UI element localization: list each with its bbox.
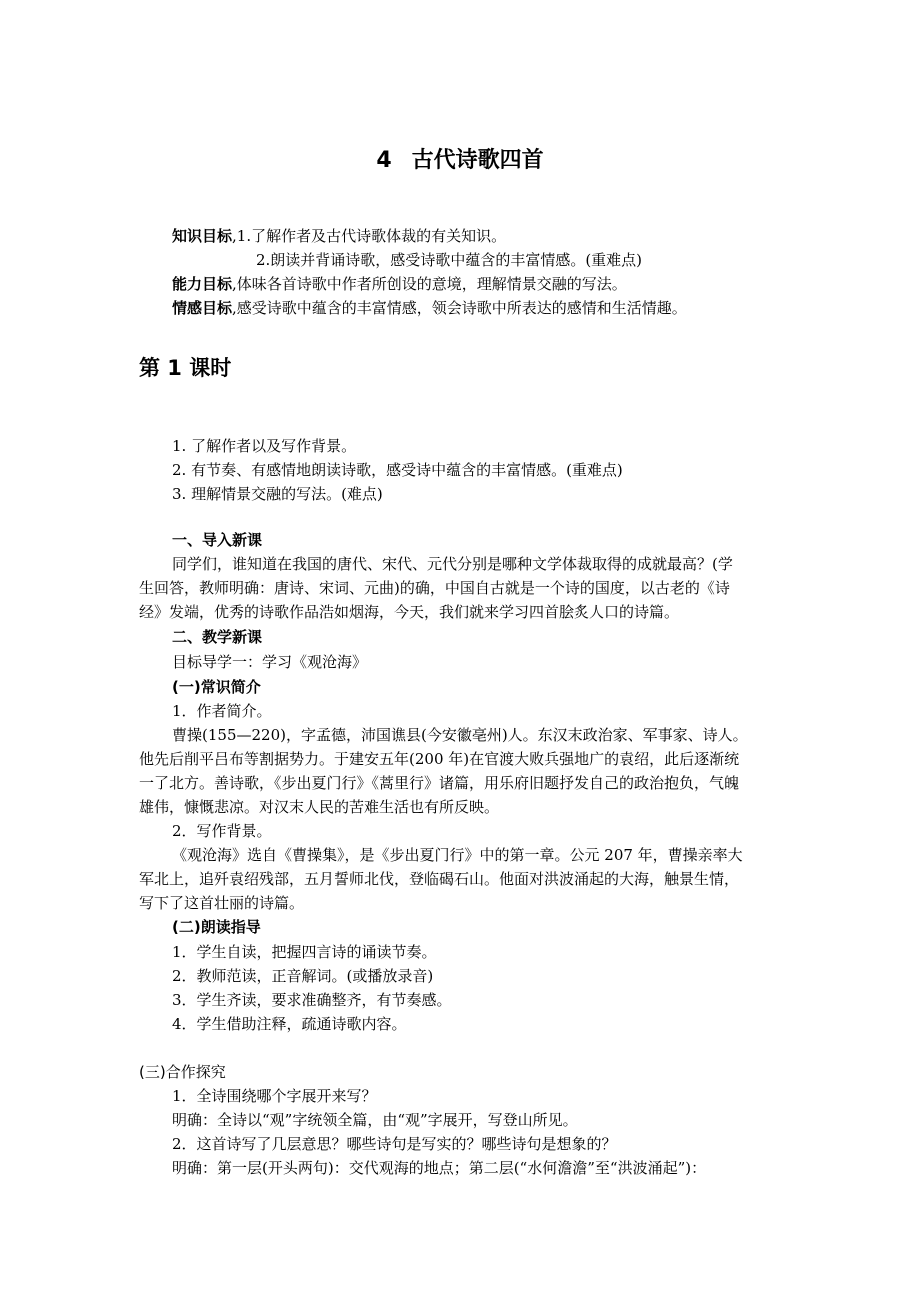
intro-paragraph-line-1: 同学们，谁知道在我国的唐代、宋代、元代分别是哪种文学体裁取得的成就最高？(学 (172, 555, 733, 573)
knowledge-text-2: 2.朗读并背诵诗歌，感受诗歌中蕴含的丰富情感。(重难点) (256, 251, 643, 269)
ability-objective (172, 274, 627, 294)
lesson-heading: 第 1 课时 (139, 356, 232, 380)
title-number: 4 (376, 148, 392, 173)
goal-item-1: 1. 了解作者以及写作背景。 (172, 437, 357, 455)
title-text: 古代诗歌四首 (411, 148, 544, 173)
knowledge-label: 知识目标 (172, 227, 233, 245)
background-paragraph-line-3: 写下了这首壮丽的诗篇。 (139, 894, 305, 912)
target-one-heading: 目标导学一：学习《观沧海》 (172, 653, 368, 671)
emotion-text: ,感受诗歌中蕴含的丰富情感，领会诗歌中所表达的感情和生活情趣。 (232, 299, 687, 317)
reading-step-1: 1．学生自读，把握四言诗的诵读节奏。 (172, 943, 437, 961)
new-lesson-heading: 二、教学新课 (172, 628, 263, 646)
knowledge-objective (172, 226, 506, 246)
intro-paragraph-line-2: 生回答，教师明确：唐诗、宋词、元曲)的确，中国自古就是一个诗的国度，以古老的《诗 (139, 579, 730, 597)
page-title (0, 143, 920, 174)
answer-2: 明确：第一层(开头两句)：交代观海的地点；第二层(“水何澹澹”至“洪波涌起”)： (172, 1159, 707, 1177)
author-paragraph-line-1: 曹操(155—220)，字孟德，沛国谯县(今安徽亳州)人。东汉末政治家、军事家、诗人。 (172, 726, 748, 744)
ability-text: ,体味各首诗歌中作者所创设的意境，理解情景交融的写法。 (232, 275, 627, 293)
background-paragraph-line-2: 军北上，追歼袁绍残部，五月誓师北伐，登临碣石山。他面对洪波涌起的大海，触景生情， (139, 870, 740, 888)
author-paragraph-line-2: 他先后削平吕布等割据势力。于建安五年(200 年)在官渡大败兵强地广的袁绍，此后逐渐统 (139, 750, 740, 768)
intro-heading: 一、导入新课 (172, 531, 263, 549)
question-2: 2．这首诗写了几层意思？哪些诗句是写实的？哪些诗句是想象的？ (172, 1135, 617, 1153)
ability-label: 能力目标 (172, 275, 233, 293)
background-paragraph-line-1: 《观沧海》选自《曹操集》，是《步出夏门行》中的第一章。公元 207 年，曹操亲率大 (172, 846, 743, 864)
answer-1: 明确：全诗以“观”字统领全篇，由“观”字展开，写登山所见。 (172, 1111, 578, 1129)
question-1: 1．全诗围绕哪个字展开来写？ (172, 1087, 377, 1105)
author-paragraph-line-3: 一了北方。善诗歌，《步出夏门行》《蒿里行》诸篇，用乐府旧题抒发自己的政治抱负，气魄 (139, 774, 740, 792)
subsection-1-heading: (一)常识简介 (172, 678, 261, 696)
author-intro-item: 1．作者简介。 (172, 702, 272, 720)
subsection-3-heading: (三)合作探究 (139, 1063, 226, 1081)
intro-paragraph-line-3: 经》发端，优秀的诗歌作品浩如烟海，今天，我们就来学习四首脍炙人口的诗篇。 (139, 603, 680, 621)
background-item: 2．写作背景。 (172, 822, 272, 840)
author-paragraph-line-4: 雄伟，慷慨悲凉。对汉末人民的苦难生活也有所反映。 (139, 798, 500, 816)
emotion-label: 情感目标 (172, 299, 233, 317)
knowledge-text-1: ,1.了解作者及古代诗歌体裁的有关知识。 (232, 227, 507, 245)
reading-step-2: 2．教师范读，正音解词。(或播放录音) (172, 967, 434, 985)
goal-item-2: 2. 有节奏、有感情地朗读诗歌，感受诗中蕴含的丰富情感。(重难点) (172, 461, 623, 479)
reading-step-4: 4．学生借助注释，疏通诗歌内容。 (172, 1015, 407, 1033)
goal-item-3: 3. 理解情景交融的写法。(难点) (172, 485, 383, 503)
emotion-objective (172, 298, 687, 318)
subsection-2-heading: (二)朗读指导 (172, 918, 261, 936)
reading-step-3: 3．学生齐读，要求准确整齐，有节奏感。 (172, 991, 452, 1009)
